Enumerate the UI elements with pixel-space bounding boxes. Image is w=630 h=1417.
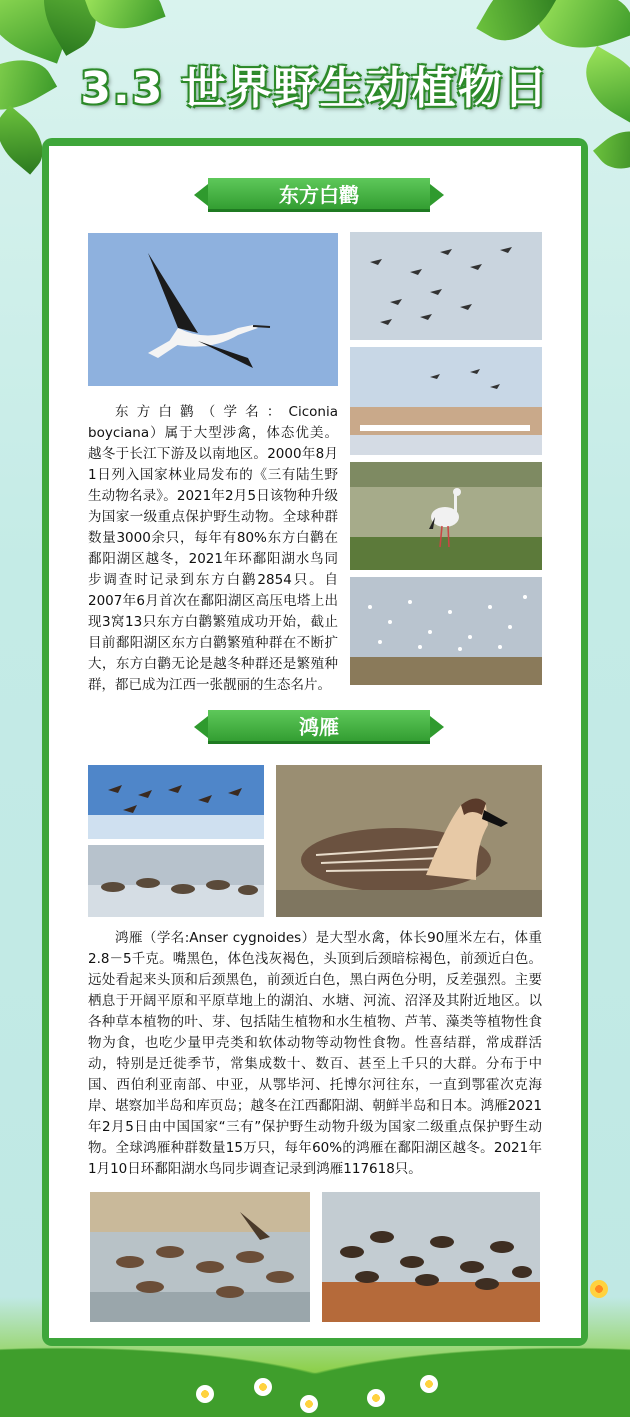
swan-goose-closeup-photo: [276, 765, 542, 917]
goose-flying-photo: [88, 765, 264, 839]
stork-flying-photo: [88, 233, 338, 386]
stork-standing-photo: [350, 462, 542, 570]
goose-flock-shore-photo: [90, 1192, 310, 1322]
stork-flock-sky-photo: [350, 232, 542, 340]
section-heading-swan-goose: 鸿雁: [208, 710, 430, 744]
oriental-stork-description: 东方白鹳（学名：Ciconia boyciana）属于大型涉禽，体态优美。越冬于长江下游及以南地区。2000年8月1日列入国家林业局发布的《三有陆生野生动物名录》。2021年2月5日该物种升级为国家一级重点保护野生动物。全球种群数量3000余只，每年有80%东方白鹳在鄱阳湖区越冬，2021年环鄱阳湖水鸟同步调查时记录到东方白鹳2854只。自2007年6月首次在鄱阳湖区高压电塔上出现3窝13只东方白鹳繁殖成功开始，截止目前鄱阳湖区东方白鹳繁殖种群在不断扩大，东方白鹳无论是越冬种群还是繁殖种群，都已成为江西一张靓丽的生态名片。: [88, 404, 338, 693]
stork-wetland-photo: [350, 347, 542, 455]
section-heading-oriental-stork: 东方白鹳: [208, 178, 430, 212]
goose-flock-takeoff-photo: [322, 1192, 540, 1322]
swan-goose-description: 鸿雁（学名:Anser cygnoides）是大型水禽，体长90厘米左右，体重2.8－5千克。嘴黑色，体色浅灰褐色，头顶到后颈暗棕褐色，前颈近白色。远处看起来头顶和后颈黑色，前颈近白色，黑白两色分明，反差强烈。主要栖息于开阔平原和平原草地上的湖泊、水塘、河流、沼泽及其附近地区。以各种草本植物的叶、芽、包括陆生植物和水生植物、芦苇、藻类等植物性食物为食，也吃少量甲壳类和软体动物等动物性食物。性喜结群，常成群活动，特别是迁徙季节，常集成数十、数百、甚至上千只的大群。分布于中国、西伯利亚南部、中亚，从鄂毕河、托博尔河往东，一直到鄂霍次克海岸、堪察加半岛和库页岛；越冬在江西鄱阳湖、朝鲜半岛和日本。鸿雁2021年2月5日由中国国家“三有”保护野生动物升级为国家二级重点保护野生动物。全球鸿雁种群数量15万只，每年60%的鸿雁在鄱阳湖区越冬。2021年1月10日环鄱阳湖水鸟同步调查记录到鸿雁117618只。: [88, 930, 542, 1177]
goose-water-photo: [88, 845, 264, 917]
stork-flock-lake-photo: [350, 577, 542, 685]
page-title: 3.3 世界野生动植物日: [80, 63, 550, 114]
